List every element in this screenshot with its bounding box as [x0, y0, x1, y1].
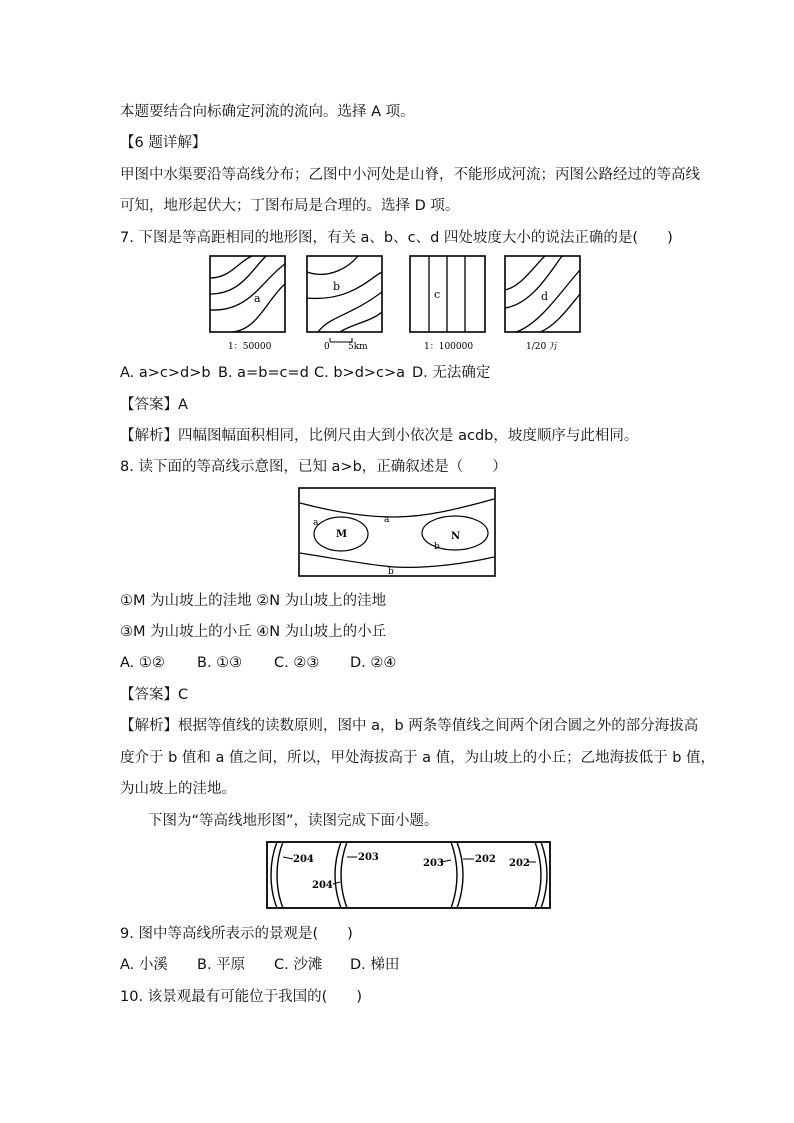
explanation-8-line1: 【解析】根据等值线的读数原则，图中 a，b 两条等值线之间两个闭合圆之外的部分海拔高 [120, 718, 699, 734]
q8-option-b: B. ①③ [197, 655, 243, 671]
question-9: 9. 图中等高线所表示的景观是( ) [120, 926, 353, 942]
fig8-label-a-left: a [313, 518, 319, 528]
q7-option-a: A. a>c>d>b [120, 365, 211, 381]
q9-option-b: B. 平原 [197, 957, 246, 973]
q8-option-d: D. ②④ [350, 655, 397, 671]
fig9-label-203-top: 203 [358, 852, 379, 863]
figure-q7-contour-maps [200, 250, 600, 355]
fig9-label-204-top: 204 [293, 854, 314, 865]
fig9-label-203-right: 203 [423, 858, 444, 869]
map-b-scale-zero: 0 [324, 342, 330, 352]
fig8-label-b-right: b [434, 542, 440, 552]
q8-option-c: C. ②③ [274, 655, 320, 671]
fig8-label-a-top: a [384, 515, 390, 525]
text-line: 可知，地形起伏大；丁图布局是合理的。选择 D 项。 [120, 198, 460, 214]
statement-8-line2: ③M 为山坡上的小丘 ④N 为山坡上的小丘 [120, 624, 387, 640]
map-d-label: d [541, 290, 549, 303]
explanation-7: 【解析】四幅图幅面积相同，比例尺由大到小依次是 acdb，坡度顺序与此相同。 [120, 428, 639, 444]
q7-option-b: B. a=b=c=d [218, 365, 309, 381]
q9-option-c: C. 沙滩 [274, 957, 323, 973]
question-8: 8. 读下面的等高线示意图，已知 a>b，正确叙述是（ ） [120, 459, 507, 475]
figure-q9-terrace-contours [265, 840, 553, 912]
map-b-scale-km: 5km [348, 342, 368, 352]
figure-q8-contour-diagram [298, 487, 496, 579]
map-d [505, 256, 580, 352]
q7-option-c: C. b>d>c>a [314, 365, 406, 381]
q7-option-d: D. 无法确定 [412, 365, 491, 381]
map-b-label: b [333, 280, 341, 293]
map-a-label: a [254, 292, 261, 305]
q9-option-a: A. 小溪 [120, 957, 168, 973]
answer-7: 【答案】A [120, 397, 188, 413]
question-7: 7. 下图是等高距相同的地形图，有关 a、b、c、d 四处坡度大小的说法正确的是( ) [120, 230, 673, 246]
question-10: 10. 该景观最有可能位于我国的( ) [120, 989, 362, 1005]
fig9-label-202-mid: 202 [475, 854, 496, 865]
section-heading-q6: 【6 题详解】 [120, 135, 207, 151]
fig8-label-m: M [336, 529, 348, 540]
intro-9-10: 下图为“等高线地形图”，读图完成下面小题。 [148, 813, 439, 829]
text-line: 本题要结合向标确定河流的流向。选择 A 项。 [120, 104, 415, 120]
fig8-label-n: N [451, 531, 461, 542]
map-c-scale: 1：100000 [424, 342, 474, 352]
map-a-scale: 1：50000 [228, 342, 272, 352]
explanation-8-line3: 为山坡上的洼地。 [120, 781, 236, 797]
map-c [410, 256, 485, 352]
answer-8: 【答案】C [120, 687, 189, 703]
text-line: 甲图中水渠要沿等高线分布；乙图中小河处是山脊，不能形成河流；丙图公路经过的等高线 [120, 167, 700, 183]
map-b [307, 256, 382, 352]
map-d-scale: 1/20 万 [526, 342, 559, 352]
fig8-label-b-bottom: b [388, 567, 394, 577]
q9-option-d: D. 梯田 [350, 957, 400, 973]
q8-option-a: A. ①② [120, 655, 165, 671]
explanation-8-line2: 度介于 b 值和 a 值之间，所以，甲处海拔高于 a 值，为山坡上的小丘；乙地海拔低于 b 值， [120, 750, 716, 766]
fig9-label-202-right: 202 [509, 858, 530, 869]
fig9-label-204-bottom: 204 [312, 880, 333, 891]
map-c-label: c [434, 288, 441, 301]
statement-8-line1: ①M 为山坡上的洼地 ②N 为山坡上的洼地 [120, 593, 387, 609]
map-a [210, 256, 285, 352]
